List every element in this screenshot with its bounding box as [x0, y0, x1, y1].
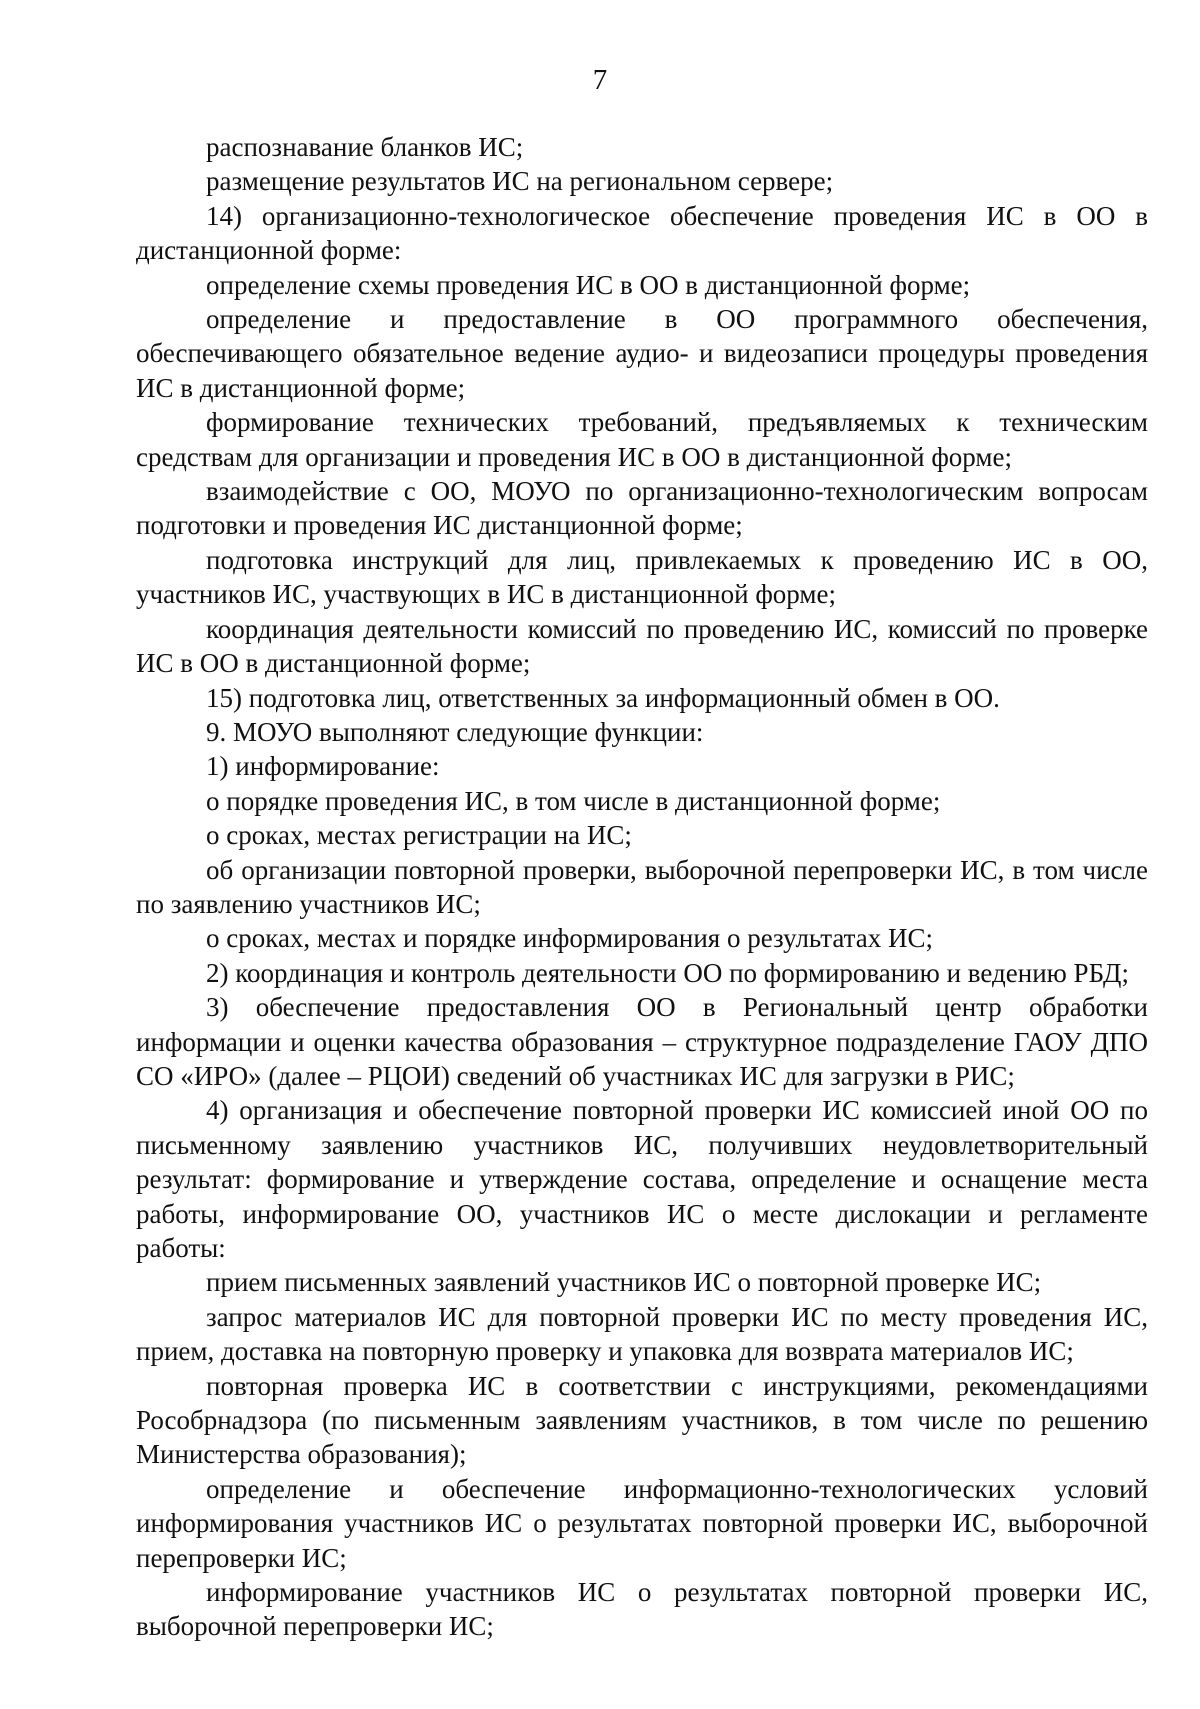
- paragraph: формирование технических требований, предъявляемых к техническим средствам для организации и проведения ИС в ОО в дистанционной форме;: [136, 407, 1148, 472]
- paragraph: 4) организация и обеспечение повторной проверки ИС комиссией иной ОО по письменному заявлению участников ИС, получивших неудовлетворительный результат: формирование и утверждение состава, определение и оснащение места работы, информирование ОО, участников ИС о месте дислокации и регламенте работы:: [136, 1095, 1148, 1263]
- document-body: [136, 130, 1148, 1644]
- paragraph: 2) координация и контроль деятельности ОО по формированию и ведению РБД;: [206, 957, 1129, 988]
- paragraph: распознавание бланков ИС;: [206, 132, 524, 162]
- paragraph: 14) организационно-технологическое обеспечение проведения ИС в ОО в дистанционной форме:: [136, 200, 1148, 266]
- paragraph: о сроках, местах регистрации на ИС;: [206, 820, 632, 851]
- paragraph: определение и предоставление в ОО программного обеспечения, обеспечивающего обязательное ведение аудио- и видеозаписи процедуры проведения ИС в дистанционной форме;: [136, 304, 1148, 403]
- paragraph: определение и обеспечение информационно-технологических условий информирования участников ИС о результатах повторной проверки ИС, выборочной перепроверки ИС;: [136, 1473, 1148, 1573]
- paragraph: прием письменных заявлений участников ИС о повторной проверке ИС;: [206, 1267, 1042, 1298]
- paragraph: 3) обеспечение предоставления ОО в Региональный центр обработки информации и оценки качества образования – структурное подразделение ГАОУ ДПО СО «ИРО» (далее – РЦОИ) сведений об участниках ИС для загрузки в РИС;: [136, 992, 1148, 1091]
- paragraph: определение схемы проведения ИС в ОО в дистанционной форме;: [206, 269, 971, 300]
- paragraph: координация деятельности комиссий по проведению ИС, комиссий по проверке ИС в ОО в дистанционной форме;: [136, 613, 1148, 679]
- paragraph: повторная проверка ИС в соответствии с инструкциями, рекомендациями Рособрнадзора (по письменным заявлениям участников, в том числе по решению Министерства образования);: [136, 1370, 1148, 1470]
- page-number: 7: [592, 64, 608, 96]
- paragraph: подготовка инструкций для лиц, привлекаемых к проведению ИС в ОО, участников ИС, участвующих в ИС в дистанционной форме;: [136, 544, 1148, 610]
- paragraph: взаимодействие с ОО, МОУО по организационно-технологическим вопросам подготовки и проведения ИС дистанционной форме;: [136, 476, 1148, 541]
- paragraph: об организации повторной проверки, выборочной перепроверки ИС, в том числе по заявлению участников ИС;: [136, 854, 1148, 919]
- paragraph: 9. МОУО выполняют следующие функции:: [206, 716, 704, 747]
- paragraph: 1) информирование:: [206, 751, 440, 782]
- paragraph: 15) подготовка лиц, ответственных за информационный обмен в ОО.: [206, 682, 1000, 713]
- paragraph: информирование участников ИС о результатах повторной проверки ИС, выборочной перепроверки ИС;: [136, 1577, 1148, 1642]
- paragraph: о порядке проведения ИС, в том числе в дистанционной форме;: [206, 785, 941, 816]
- paragraph: запрос материалов ИС для повторной проверки ИС по месту проведения ИС, прием, доставка на повторную проверку и упаковка для возврата материалов ИС;: [136, 1301, 1148, 1367]
- paragraph: о сроках, местах и порядке информирования о результатах ИС;: [206, 923, 933, 954]
- paragraph: размещение результатов ИС на региональном сервере;: [206, 166, 834, 197]
